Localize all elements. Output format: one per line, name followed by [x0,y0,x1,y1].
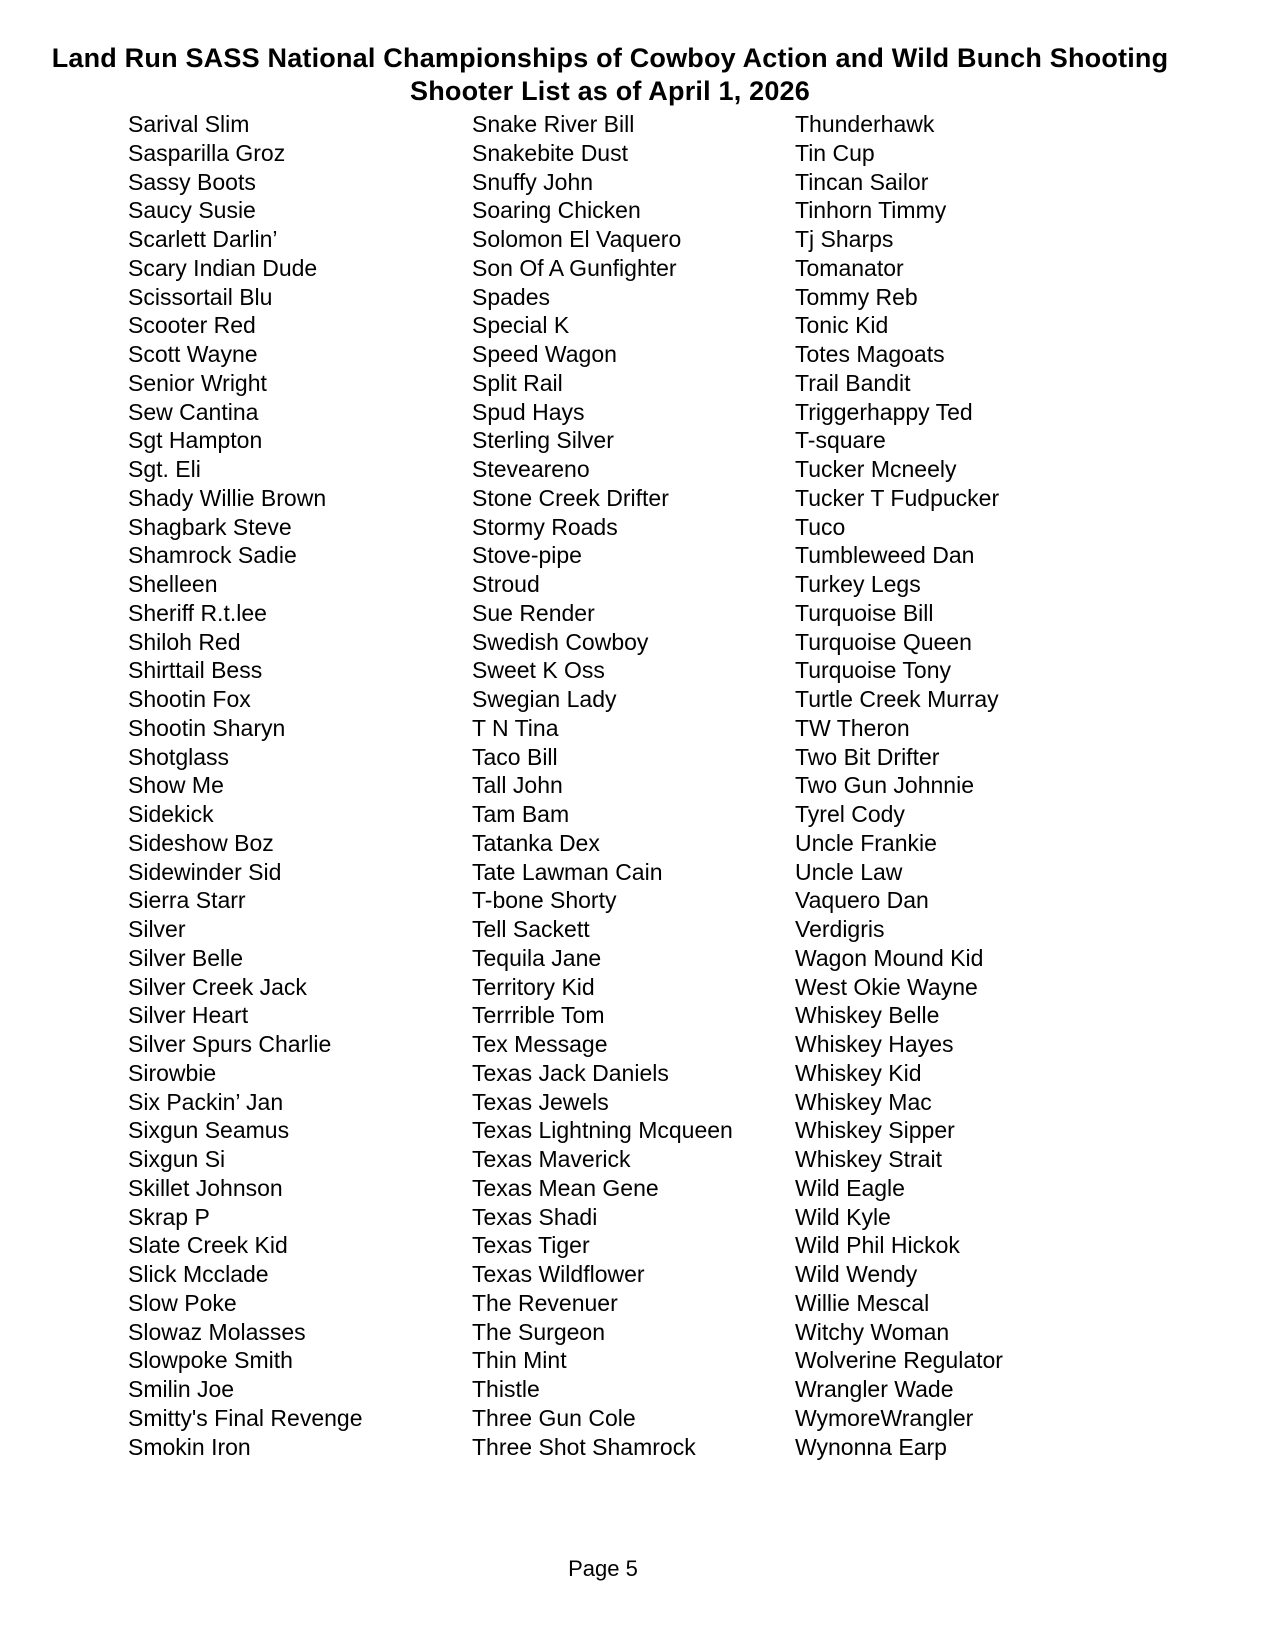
shooter-name: Spades [472,283,551,310]
shooter-name: Sixgun Si [128,1146,226,1172]
shooter-name: Sheriff R.t.lee [128,599,267,626]
shooter-name: Spud Hays [472,398,585,425]
shooter-name: Sgt. Eli [128,456,201,482]
shooter-name: Scissortail Blu [128,283,273,310]
shooter-name: Shady Willie Brown [128,484,327,511]
shooter-name: Solomon El Vaquero [472,226,682,252]
shooter-name: Three Gun Cole [472,1404,636,1431]
shooter-name: Wild Wendy [795,1261,918,1287]
shooter-name: Texas Lightning Mcqueen [472,1117,733,1144]
shooter-name: Whiskey Mac [795,1088,932,1115]
shooter-name: Texas Shadi [472,1203,598,1230]
shooter-name: Territory Kid [472,973,595,1000]
title-line-1: Land Run SASS National Championships of Cowboy Action and Wild Bunch Shooting [51,43,1169,73]
shooter-name: Slowaz Molasses [128,1318,306,1345]
shooter-name: TW Theron [795,714,910,741]
shooter-name: T-square [795,427,886,454]
shooter-name: Steveareno [472,456,590,482]
shooter-name: Trail Bandit [795,369,911,396]
shooter-name: Shiloh Red [128,628,241,655]
shooter-name: Tin Cup [795,139,875,166]
shooter-name: Wild Phil Hickok [795,1232,960,1259]
shooter-name: Swedish Cowboy [472,628,649,655]
shooter-name: Soaring Chicken [472,197,641,224]
page-number: Page 5 [568,1556,638,1581]
shooter-name: Texas Wildflower [472,1261,645,1287]
shooter-name: Texas Mean Gene [472,1174,659,1201]
shooter-name: Taco Bill [472,743,558,770]
shooter-name: Tincan Sailor [795,168,929,195]
shooter-name: Sasparilla Groz [128,139,286,166]
shooter-name: Tumbleweed Dan [795,542,975,569]
shooter-name: Slow Poke [128,1289,237,1316]
shooter-name: Texas Maverick [472,1146,631,1172]
shooter-name: Scott Wayne [128,341,258,367]
shooter-name: Whiskey Belle [795,1002,940,1029]
shooter-name: Shootin Sharyn [128,714,286,741]
shooter-name: Scarlett Darlin’ [128,226,278,252]
shooter-column-1 [128,110,362,1461]
shooter-name: Sidewinder Sid [128,858,282,885]
shooter-name: Scooter Red [128,312,256,339]
shooter-name: Witchy Woman [795,1318,950,1345]
shooter-name: Shootin Fox [128,686,251,712]
shooter-name: Sierra Starr [128,887,246,914]
shooter-name: Thunderhawk [795,111,935,137]
shooter-name: Turquoise Tony [795,657,951,684]
shooter-name: Silver Creek Jack [128,973,307,1000]
shooter-name: Slick Mcclade [128,1261,269,1287]
shooter-name: Tyrel Cody [795,801,905,827]
shooter-column-3 [795,110,1003,1461]
shooter-name: Turquoise Queen [795,628,972,655]
shooter-name: Texas Jewels [472,1088,609,1115]
shooter-name: Willie Mescal [795,1289,930,1316]
shooter-name: Tonic Kid [795,312,889,339]
shooter-name: Shirttail Bess [128,657,263,684]
shooter-name: Tex Message [472,1031,608,1057]
shooter-name: Smokin Iron [128,1433,251,1460]
shooter-name: Thin Mint [472,1347,567,1374]
shooter-name: Wynonna Earp [795,1433,947,1460]
shooter-name: Snuffy John [472,168,594,195]
shooter-name: Whiskey Hayes [795,1031,954,1057]
shooter-name: Stormy Roads [472,513,618,540]
shooter-name: Turkey Legs [795,571,921,597]
shooter-name: Tinhorn Timmy [795,197,947,224]
shooter-name: Silver Belle [128,944,244,971]
shooter-name: Texas Tiger [472,1232,590,1259]
document-title [0,42,1220,108]
shooter-name: Tall John [472,772,563,799]
shooter-name: Turtle Creek Murray [795,686,999,712]
shooter-name: Verdigris [795,916,885,942]
shooter-name: Show Me [128,772,224,799]
shooter-name: T N Tina [472,714,559,741]
shooter-name: Uncle Law [795,858,903,885]
shooter-name: Two Bit Drifter [795,743,940,770]
shooter-name: Tatanka Dex [472,829,600,856]
shooter-name: Thistle [472,1376,540,1402]
shooter-name: Tate Lawman Cain [472,858,663,885]
shooter-name: Tell Sackett [472,916,590,942]
shooter-name: Sassy Boots [128,168,256,195]
shooter-name: Stone Creek Drifter [472,484,669,511]
shooter-name: Stove-pipe [472,542,582,569]
shooter-name: Skrap P [128,1203,210,1230]
shooter-name: Whiskey Strait [795,1146,942,1172]
shooter-name: Sterling Silver [472,427,614,454]
shooter-name: Wrangler Wade [795,1376,954,1402]
shooter-name: Sue Render [472,599,595,626]
shooter-name: Whiskey Sipper [795,1117,955,1144]
shooter-name: Tucker Mcneely [795,456,957,482]
shooter-name: Totes Magoats [795,341,945,367]
shooter-column-2 [472,110,733,1461]
shooter-name: Turquoise Bill [795,599,934,626]
shooter-name: Sirowbie [128,1059,217,1086]
shooter-name: Wild Eagle [795,1174,905,1201]
shooter-name: Silver Spurs Charlie [128,1031,332,1057]
shooter-name: Tam Bam [472,801,570,827]
shooter-name: Slate Creek Kid [128,1232,288,1259]
title-line-2: Shooter List as of April 1, 2026 [409,76,810,106]
shooter-name: Tucker T Fudpucker [795,484,1000,511]
shooter-name: Wild Kyle [795,1203,891,1230]
shooter-name: Shelleen [128,571,218,597]
shooter-name: Six Packin’ Jan [128,1088,284,1115]
shooter-name: Smilin Joe [128,1376,235,1402]
shooter-name: Sew Cantina [128,398,259,425]
shooter-name: Wolverine Regulator [795,1347,1003,1374]
shooter-name: The Surgeon [472,1318,605,1345]
shooter-name: Stroud [472,571,540,597]
shooter-name: Whiskey Kid [795,1059,922,1086]
shooter-name: Two Gun Johnnie [795,772,975,799]
shooter-name: Wagon Mound Kid [795,944,984,971]
shooter-name: Tj Sharps [795,226,894,252]
shooter-name: The Revenuer [472,1289,618,1316]
shooter-name: Three Shot Shamrock [472,1433,696,1460]
shooter-name: Tomanator [795,254,904,281]
shooter-name: T-bone Shorty [472,887,617,914]
shooter-name: Silver Heart [128,1002,249,1029]
shooter-name: Skillet Johnson [128,1174,283,1201]
shooter-name: Sarival Slim [128,111,250,137]
shooter-name: Snake River Bill [472,111,635,137]
shooter-name: Tequila Jane [472,944,602,971]
shooter-name: Sidekick [128,801,214,827]
shooter-name: Saucy Susie [128,197,256,224]
shooter-name: Vaquero Dan [795,887,929,914]
shooter-name: Texas Jack Daniels [472,1059,669,1086]
shooter-name: Snakebite Dust [472,139,628,166]
shooter-name: Smitty's Final Revenge [128,1404,363,1431]
shooter-name: Sixgun Seamus [128,1117,290,1144]
shooter-name: Scary Indian Dude [128,254,318,281]
shooter-name: Split Rail [472,369,563,396]
shooter-name: West Okie Wayne [795,973,978,1000]
shooter-name: Triggerhappy Ted [795,398,973,425]
shooter-name: Swegian Lady [472,686,617,712]
shooter-name: Son Of A Gunfighter [472,254,677,281]
shooter-name: Sweet K Oss [472,657,605,684]
shooter-name: Shagbark Steve [128,513,292,540]
shooter-name: Uncle Frankie [795,829,937,856]
shooter-name: Special K [472,312,570,339]
shooter-name: Shotglass [128,743,230,770]
shooter-name: Sgt Hampton [128,427,263,454]
shooter-name: Terrrible Tom [472,1002,605,1029]
shooter-name: Silver [128,916,186,942]
shooter-name: Speed Wagon [472,341,617,367]
shooter-name: Senior Wright [128,369,267,396]
shooter-name: Slowpoke Smith [128,1347,293,1374]
shooter-name: Tommy Reb [795,283,918,310]
shooter-name: Shamrock Sadie [128,542,297,569]
shooter-name: Tuco [795,513,846,540]
shooter-name: Sideshow Boz [128,829,274,856]
shooter-name: WymoreWrangler [795,1404,974,1431]
